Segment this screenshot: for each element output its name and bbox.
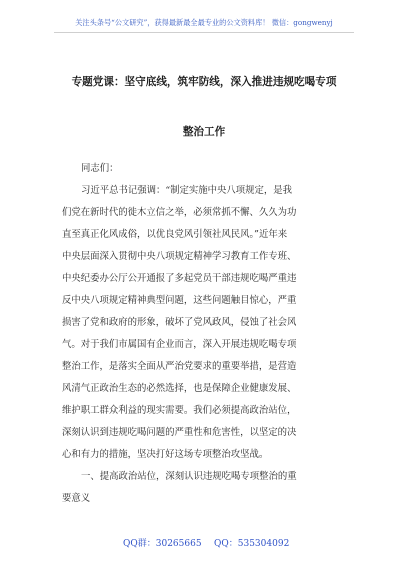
document-body (62, 158, 352, 510)
header-notice: 关注头条号“公文研究”，获得最新最全最专业的公文资料库！ 微信：gongwenyj (75, 18, 333, 27)
body-line: 心和有力的措施，坚决打好这场专项整治攻坚战。 (62, 449, 269, 460)
footer-qq-group: QQ群：30265665 (123, 539, 202, 549)
document-title-line-2: 整治工作 (182, 126, 226, 138)
body-line: 反中央八项规定精神典型问题，这些问题触目惊心，严重 (62, 295, 297, 306)
body-line: 气。对于我们市属国有企业而言，深入开展违规吃喝专项 (62, 339, 297, 350)
footer-qq-contact: QQ：535304092 (214, 539, 290, 549)
header-divider (54, 32, 354, 33)
body-line: 风清气正政治生态的必然选择，也是保障企业健康发展、 (62, 383, 297, 394)
document-title-line-1: 专题党课：坚守底线，筑牢防线，深入推进违规吃喝专项 (71, 76, 337, 88)
body-line: 直至真正化风成俗，以优良党风引领社风民风。”近年来 (62, 229, 288, 240)
body-line: 们党在新时代的徙木立信之举，必须常抓不懈、久久为功 (62, 207, 297, 218)
section-heading-line: 一、提高政治站位，深刻认识违规吃喝专项整治的重 (81, 471, 297, 482)
body-line: 损害了党和政府的形象，破坏了党风政风，侵蚀了社会风 (62, 317, 297, 328)
page-footer (0, 536, 408, 550)
body-line: 中央纪委办公厅公开通报了多起党员干部违规吃喝严重违 (62, 273, 297, 284)
body-line: 整治工作，是落实全面从严治党要求的重要举措，是营造 (62, 361, 297, 372)
body-line-salutation: 同志们： (81, 163, 119, 174)
body-line: 深刻认识到违规吃喝问题的严重性和危害性，以坚定的决 (62, 427, 297, 438)
body-line: 中央层面深入贯彻中央八项规定精神学习教育工作专班、 (62, 251, 297, 262)
body-line: 维护职工群众利益的现实需要。我们必须提高政治站位， (62, 405, 297, 416)
section-heading-line: 要意义 (62, 493, 91, 504)
body-line: 习近平总书记强调：“制定实施中央八项规定，是我 (81, 185, 293, 196)
